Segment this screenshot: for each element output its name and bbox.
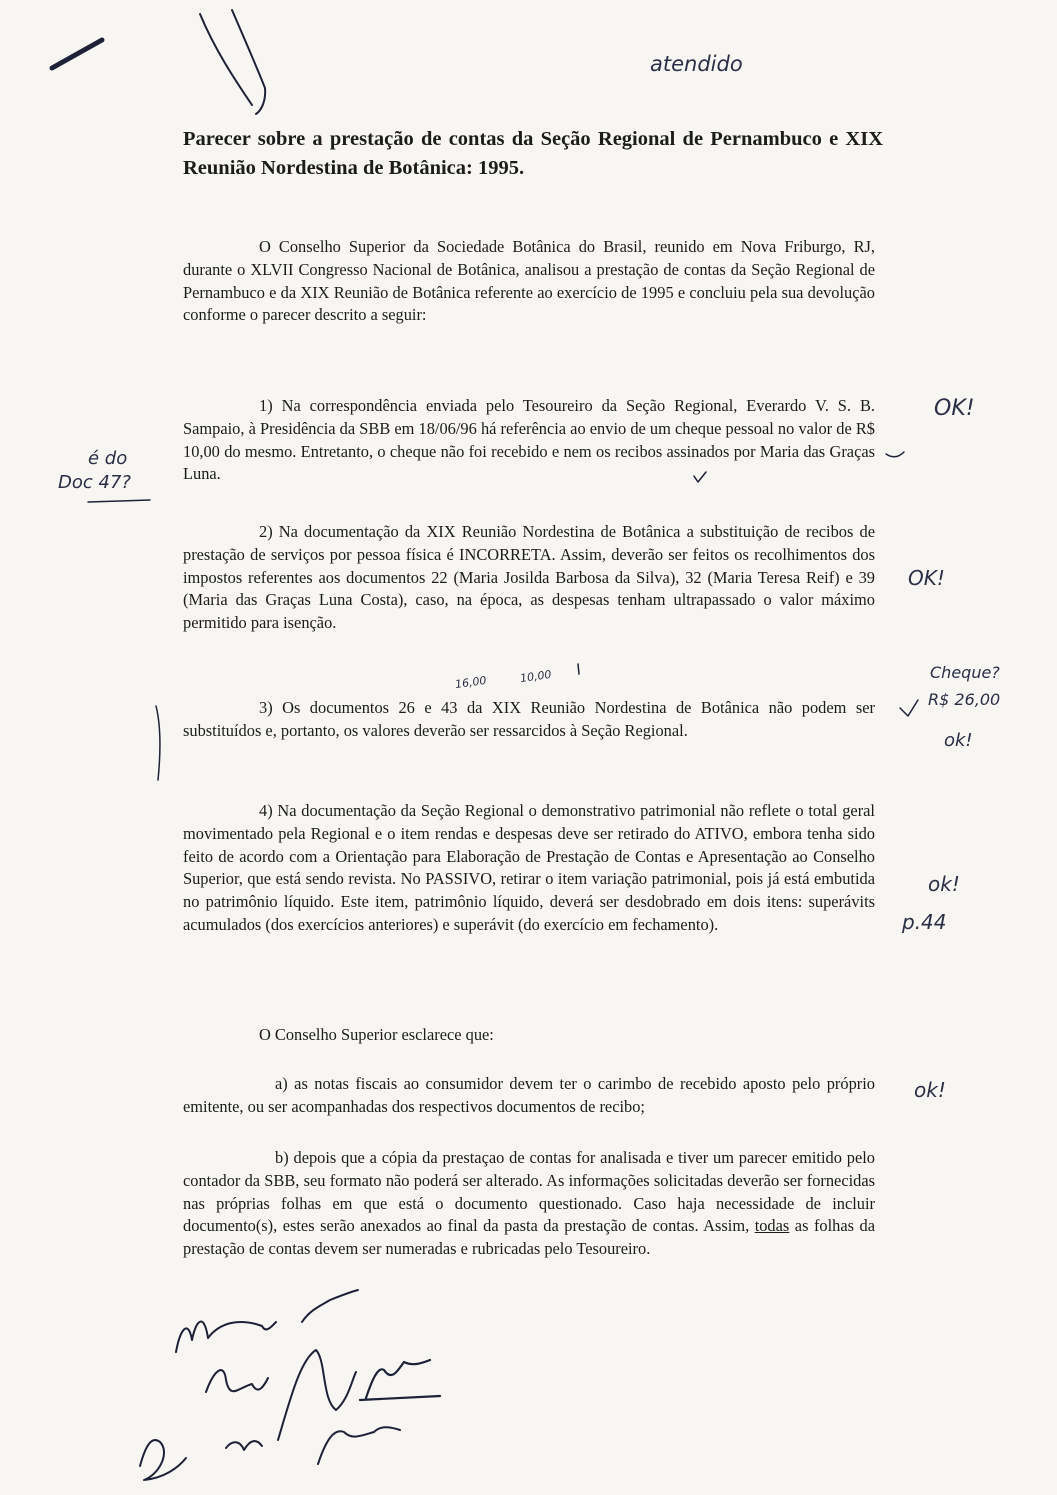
handwritten-margin-doc: Doc 47?: [58, 472, 131, 493]
signature-1: [176, 1322, 276, 1352]
document-title: Parecer sobre a prestação de contas da Seção Regional de Pernambuco e XIX Reunião Nordestina de Botânica: 1995.: [183, 128, 883, 179]
item-b-text-start: b) depois que a cópia da prestaçao de contas for analisada e tiver um parecer emitido pelo contador da SBB, seu formato não poderá ser alterado. As informações solicitadas deverão ser fornecidas nas próprias folhas em que está o documento questionado. Caso haja necessidade de incluir documento(s), estes serão anexados ao final da pasta da prestação de contas. Assim,: [183, 1148, 875, 1236]
signature-7: [226, 1441, 262, 1450]
handwritten-ok-1: OK!: [934, 396, 975, 421]
item-4-paragraph: 4) Na documentação da Seção Regional o demonstrativo patrimonial não reflete o total geral movimentado pela Regional e o item rendas e despesas deve ser retirado do ATIVO, embora tenha sido feito de acordo com a Orientação para Elaboração de Prestação de Contas e Apresentação ao Conselho Superior, que está sendo revista. No PASSIVO, retirar o item variação patrimonial, pois já está embutida no patrimônio líquido. Este item, patrimônio líquido, deverá ser desdobrado em dois itens: superávits acumulados (dos exercícios anteriores) e superávit (do exercício em fechamento).: [183, 801, 875, 934]
handwritten-amount: R$ 26,00: [928, 690, 1001, 709]
item-b-text-end: as folhas da prestação de contas devem ser numeradas e rubricadas pelo Tesoureiro.: [183, 1216, 875, 1259]
top-dash-mark: [52, 40, 102, 68]
handwritten-ok-2: OK!: [908, 566, 945, 590]
handwritten-doc26-value: 16,00: [454, 673, 488, 692]
item-2-paragraph: 2) Na documentação da XIX Reunião Nordestina de Botânica a substituição de recibos de prestação de serviços por pessoa física é INCORRETA. Assim, deverão ser feitos os recolhimentos dos impostos referentes aos documentos 22 (Maria Josilda Barbosa da Silva), 32 (Maria Teresa Reif) e 39 (Maria das Graças Luna Costa), caso, na época, as despesas tenham ultrapassado o valor máximo permitido para isenção.: [183, 522, 875, 633]
top-stroke-1: [200, 14, 252, 105]
handwritten-cheque: Cheque?: [930, 663, 1000, 682]
tick-mark: [578, 664, 579, 674]
margin-bracket: [156, 706, 160, 780]
signature-6: [140, 1440, 186, 1480]
check-mark-2: [694, 472, 706, 482]
item-a-paragraph: a) as notas fiscais ao consumidor devem ter o carimbo de recebido aposto pelo próprio emitente, ou ser acompanhadas dos respectivos documentos de recibo;: [183, 1074, 875, 1116]
handwritten-ok-3: ok!: [944, 730, 973, 751]
handwritten-atendido: atendido: [650, 52, 743, 76]
signature-2: [206, 1370, 268, 1392]
check-mark-1: [886, 452, 904, 457]
signature-8: [318, 1427, 400, 1464]
item-3-paragraph: 3) Os documentos 26 e 43 da XIX Reunião Nordestina de Botânica não podem ser substituídos e, portanto, os valores deverão ser ressarcidos à Seção Regional.: [183, 698, 875, 740]
handwritten-doc43-value: 10,00: [519, 667, 553, 686]
handwritten-ok-5: ok!: [914, 1078, 946, 1102]
signature-3: [302, 1290, 358, 1322]
clarification-heading: O Conselho Superior esclarece que:: [259, 1025, 494, 1044]
handwritten-ok-4: ok!: [928, 872, 960, 896]
intro-paragraph: O Conselho Superior da Sociedade Botânica do Brasil, reunido em Nova Friburgo, RJ, durante o XLVII Congresso Nacional de Botânica, analisou a prestação de contas da Seção Regional de Pernambuco e da XIX Reunião de Botânica referente ao exercício de 1995 e concluiu pela sua devolução conforme o parecer descrito a seguir:: [183, 237, 875, 325]
handwritten-page-ref: p.44: [902, 910, 947, 934]
check-mark-3: [900, 700, 918, 716]
item-1-paragraph: 1) Na correspondência enviada pelo Tesoureiro da Seção Regional, Everardo V. S. B. Sampaio, à Presidência da SBB em 18/06/96 há referência ao envio de um cheque pessoal no valor de R$ 10,00 do mesmo. Entretanto, o cheque não foi recebido e nem os recibos assinados por Maria das Graças Luna.: [183, 396, 875, 484]
item-b-underlined-word: todas: [754, 1216, 790, 1236]
signature-4: [278, 1350, 356, 1440]
margin-underline: [88, 500, 150, 502]
signature-5: [360, 1360, 440, 1400]
handwritten-margin-e-do: é do: [88, 448, 128, 469]
